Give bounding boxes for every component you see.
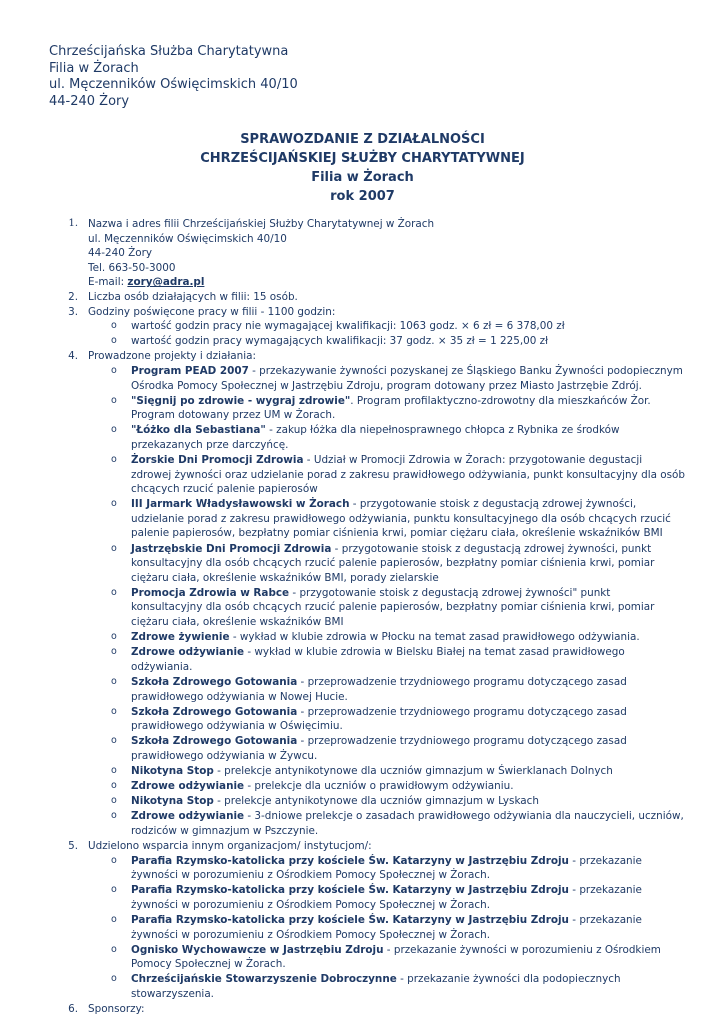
branch-street-line: ul. Męczenników Oświęcimskich 40/10	[88, 232, 287, 245]
list-item	[88, 809, 685, 838]
branch-email-line	[88, 275, 685, 290]
item-description: - przekazanie żywności w porozumieniu z Ośrodkiem Pomocy Społecznej w Żorach.	[131, 884, 642, 911]
branch-name-line: Nazwa i adres filii Chrześcijańskiej Służby Charytatywnej w Żorach	[88, 218, 435, 230]
section-number: 5.	[68, 839, 78, 852]
bullet-icon: o	[111, 335, 117, 347]
list-item-text	[131, 779, 685, 794]
email-link[interactable]: zory@adra.pl	[127, 276, 205, 289]
item-description: - przekazanie żywności dla podopiecznych stowarzyszenia.	[131, 973, 621, 1000]
item-name: Żorskie Dni Promocji Zdrowia	[131, 454, 304, 466]
item-description: - przeprowadzenie trzydniowego programu dotyczącego zasad prawidłowego odżywiania w Oświęcimiu.	[131, 705, 627, 733]
item-description: - wykład w klubie zdrowia w Bielsku Białej na temat zasad prawidłowego odżywiania.	[131, 646, 625, 673]
item-description: - przeprowadzenie trzydniowego programu dotyczącego zasad prawidłowego odżywiania w Nowej Hucie.	[131, 675, 627, 703]
sender-org-name: Chrześcijańska Służba Charytatywna	[49, 44, 289, 59]
bullet-icon: o	[111, 884, 117, 896]
bullet-icon: o	[111, 795, 117, 807]
item-name: Zdrowe odżywianie	[131, 810, 245, 823]
list-item	[88, 854, 685, 883]
bullet-icon: o	[111, 705, 117, 717]
bullet-icon: o	[111, 646, 117, 658]
item-description: - Udział w Promocji Zdrowia w Żorach: przygotowanie degustacji zdrowej żywności oraz udzielanie porad z zakresu prawidłowego odżywiania, punkt konsultacyjny dla osób chcących rzucić palenie papierosów	[131, 454, 685, 496]
item-description: - prelekcje antynikotynowe dla uczniów gimnazjum w Świerklanach Dolnych	[213, 764, 613, 777]
section-5	[60, 839, 685, 1002]
list-item	[88, 675, 685, 704]
branch-phone-line: Tel. 663-50-3000	[88, 261, 176, 274]
list-item	[88, 497, 685, 541]
list-item-text	[131, 645, 685, 674]
list-item-text	[131, 794, 685, 809]
report-body	[60, 217, 685, 1017]
item-description: - prelekcje dla uczniów o prawidłowym odżywianiu.	[244, 780, 514, 793]
item-name: Chrześcijańskie Stowarzyszenie Dobroczynne	[131, 973, 397, 986]
list-item-text	[131, 734, 685, 763]
title-line-2: CHRZEŚCIJAŃSKIEJ SŁUŻBY CHARYTATYWNEJ	[200, 151, 525, 166]
list-item-text	[131, 423, 685, 452]
bullet-icon: o	[111, 764, 117, 776]
item-name: Promocja Zdrowia w Rabce	[131, 586, 290, 599]
item-description: - zakup łóżka dla niepełnosprawnego chłopca z Rybnika ze środków przekazanych prze darczyńcę.	[131, 424, 620, 451]
bullet-icon: o	[111, 394, 117, 406]
list-item-text	[131, 394, 685, 423]
item-description: - przeprowadzenie trzydniowego programu dotyczącego zasad prawidłowego odżywiania w Żywcu.	[131, 735, 627, 762]
sender-street: ul. Męczenników Oświęcimskich 40/10	[49, 77, 298, 92]
list-item	[88, 705, 685, 734]
item-name: Zdrowe żywienie	[131, 631, 230, 644]
section-2	[60, 290, 685, 305]
bullet-icon: o	[111, 498, 117, 510]
list-item	[88, 764, 685, 779]
item-description: - przygotowanie stoisk z degustacją zdrowej żywności, udzielanie porad z zakresu prawidłowego odżywiania, punktu konsultacyjnego dla osób chcących rzucić palenie papierosów, bezpłatny pomiar ciśnienia krwi, pomiar ciężaru ciała, określenie wskaźników BMI	[131, 498, 671, 540]
sender-city: 44-240 Żory	[49, 93, 130, 109]
item-name: Zdrowe odżywianie	[131, 780, 245, 793]
list-item	[88, 453, 685, 497]
list-item	[88, 586, 685, 630]
section-text: Udzielono wsparcia innym organizacjom/ instytucjom/:	[88, 839, 372, 852]
title-line-1: SPRAWOZDANIE Z DZIAŁALNOŚCI	[240, 132, 485, 147]
item-description: - przygotowanie stoisk z degustacją zdrowej żywności, punkt konsultacyjny dla osób chcących rzucić palenie papierosów, bezpłatny pomiar ciśnienia krwi, pomiar ciężaru ciała, określenie wskaźników BMI, porady zielarskie	[131, 542, 655, 584]
bullet-icon: o	[111, 735, 117, 747]
section-number: 3.	[68, 305, 78, 318]
list-item-text	[131, 705, 685, 734]
bullet-icon: o	[111, 542, 117, 554]
item-description: - przekazanie żywności w porozumieniu z Ośrodkiem Pomocy Społecznej w Żorach.	[131, 913, 642, 941]
bullet-icon: o	[111, 586, 117, 598]
list-item	[88, 334, 685, 349]
item-description: - 3-dniowe prelekcje o zasadach prawidłowego odżywiania dla nauczycieli, uczniów, rodziców w gimnazjum w Pszczynie.	[131, 810, 684, 837]
list-item-text	[131, 809, 685, 838]
item-description: - przygotowanie stoisk z degustacją zdrowej żywności" punkt konsultacyjny dla osób chcących rzucić palenie papierosów, bezpłatny pomiar ciśnienia krwi, pomiar ciężaru ciała, określenie wskaźników BMI	[131, 586, 655, 629]
section-number: 2.	[68, 290, 78, 303]
title-line-4: rok 2007	[330, 189, 395, 204]
item-description: - wykład w klubie zdrowia w Płocku na temat zasad prawidłowego odżywiania.	[229, 631, 640, 644]
section-text: Liczba osób działających w filii: 15 osób.	[88, 290, 298, 303]
list-item-text	[131, 943, 685, 972]
list-item	[88, 423, 685, 452]
list-item-text	[131, 364, 685, 393]
list-item	[88, 943, 685, 972]
item-name: Program PEAD 2007	[131, 364, 249, 377]
item-description: . Program profilaktyczno-zdrowotny dla mieszkańców Żor. Program dotowany przez UM w Żorach.	[131, 394, 651, 422]
item-name: "Łóżko dla Sebastiana"	[131, 424, 266, 437]
list-item	[88, 779, 685, 794]
item-description: - przekazywanie żywności pozyskanej ze Śląskiego Banku Żywności podopiecznym Ośrodka Pomocy Społecznej w Jastrzębiu Zdroju, program dotowany przez Miasto Jastrzębie Zdrój.	[131, 364, 683, 392]
email-label: E-mail:	[88, 276, 128, 289]
item-name: Parafia Rzymsko-katolicka przy kościele Św. Katarzyny w Jastrzębiu Zdroju	[131, 854, 569, 867]
bullet-icon: o	[111, 454, 117, 465]
item-name: Jastrzębskie Dni Promocji Zdrowia	[131, 542, 332, 555]
list-item-text	[131, 883, 685, 912]
section-text: Godziny poświęcone pracy w filii - 1100 godzin:	[88, 305, 336, 318]
list-item	[88, 319, 685, 334]
bullet-icon: o	[111, 675, 117, 687]
list-item	[88, 734, 685, 763]
section-number: 1.	[68, 218, 78, 229]
list-item-text	[131, 453, 685, 497]
sender-branch: Filia w Żorach	[49, 60, 139, 76]
item-description: - prelekcje antynikotynowe dla uczniów gimnazjum w Lyskach	[213, 795, 539, 808]
item-name: Szkoła Zdrowego Gotowania	[131, 735, 298, 748]
bullet-icon: o	[111, 973, 117, 985]
list-item-text: wartość godzin pracy nie wymagającej kwalifikacji: 1063 godz. × 6 zł = 6 378,00 zł	[131, 320, 565, 333]
list-item-text	[131, 972, 685, 1001]
sender-address	[49, 44, 298, 110]
section-6	[60, 1002, 685, 1017]
section-text: Prowadzone projekty i działania:	[88, 350, 257, 363]
list-item	[88, 913, 685, 942]
section-3	[60, 305, 685, 349]
section-number: 4.	[68, 350, 78, 363]
title-line-3: Filia w Żorach	[311, 170, 414, 185]
section-number: 6.	[68, 1002, 78, 1015]
list-item	[88, 645, 685, 674]
section-text: Sponsorzy:	[88, 1002, 145, 1015]
bullet-icon: o	[111, 943, 117, 955]
bullet-icon: o	[111, 424, 117, 436]
list-item	[88, 794, 685, 809]
section-4	[60, 349, 685, 838]
bullet-icon: o	[111, 780, 117, 792]
item-name: Nikotyna Stop	[131, 764, 214, 777]
list-item-text	[131, 854, 685, 883]
list-item-text	[131, 497, 685, 541]
list-item-text	[131, 675, 685, 704]
item-name: Nikotyna Stop	[131, 795, 214, 808]
item-description: - przekazanie żywności w porozumieniu z Ośrodkiem Pomocy Społecznej w Żorach.	[131, 854, 642, 882]
item-name: Zdrowe odżywianie	[131, 646, 245, 659]
list-item	[88, 972, 685, 1001]
bullet-icon: o	[111, 854, 117, 866]
list-item-text	[131, 764, 685, 779]
list-item-text	[131, 630, 685, 645]
report-title	[0, 130, 725, 206]
item-name: Szkoła Zdrowego Gotowania	[131, 675, 298, 688]
support-list	[88, 854, 685, 1002]
list-item-text	[131, 913, 685, 942]
item-description: - przekazanie żywności w porozumieniu z Ośrodkiem Pomocy Społecznej w Żorach.	[131, 943, 661, 971]
list-item	[88, 364, 685, 393]
item-name: Parafia Rzymsko-katolicka przy kościele Św. Katarzyny w Jastrzębiu Zdroju	[131, 913, 569, 926]
item-name: Ognisko Wychowawcze w Jastrzębiu Zdroju	[131, 943, 384, 956]
item-name: III Jarmark Władysławowski w Żorach	[131, 498, 350, 511]
bullet-icon: o	[111, 913, 117, 925]
branch-city-line: 44-240 Żory	[88, 247, 153, 260]
section-1	[60, 217, 685, 290]
list-item	[88, 394, 685, 423]
list-item	[88, 542, 685, 586]
list-item	[88, 630, 685, 645]
projects-list	[88, 364, 685, 839]
bullet-icon: o	[111, 631, 117, 643]
list-item-text	[131, 586, 685, 630]
list-item	[88, 883, 685, 912]
item-name: Szkoła Zdrowego Gotowania	[131, 705, 298, 718]
list-item-text: wartość godzin pracy wymagających kwalifikacji: 37 godz. × 35 zł = 1 225,00 zł	[131, 335, 549, 348]
bullet-icon: o	[111, 364, 117, 376]
work-hours-list	[88, 319, 685, 349]
item-name: "Sięgnij po zdrowie - wygraj zdrowie"	[131, 394, 351, 407]
bullet-icon: o	[111, 810, 117, 822]
item-name: Parafia Rzymsko-katolicka przy kościele Św. Katarzyny w Jastrzębiu Zdroju	[131, 884, 569, 897]
list-item-text	[131, 542, 685, 586]
bullet-icon: o	[111, 320, 117, 332]
